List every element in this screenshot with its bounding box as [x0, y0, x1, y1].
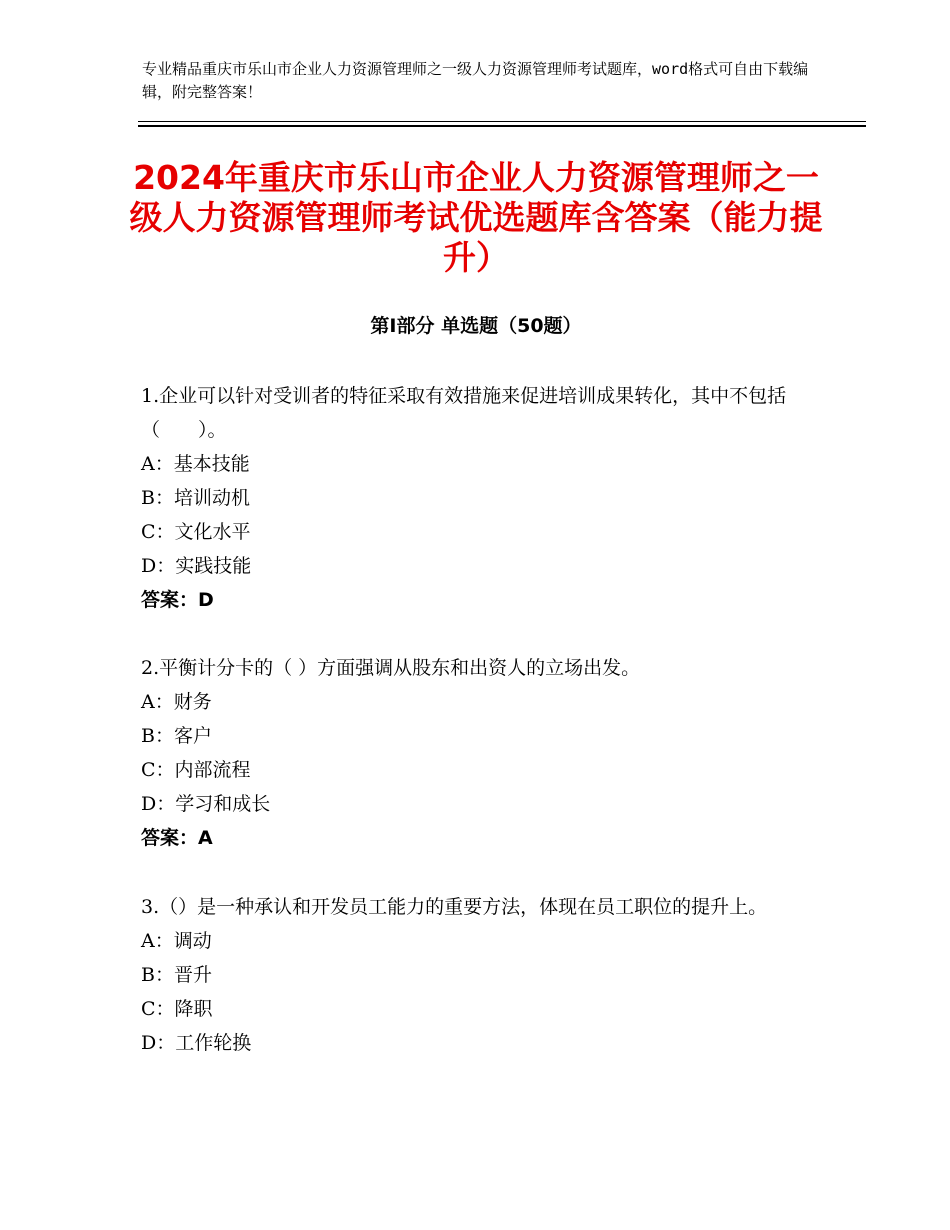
question-stem: 3.（）是一种承认和开发员工能力的重要方法，体现在员工职位的提升上。: [141, 896, 768, 918]
header-note: 专业精品重庆市乐山市企业人力资源管理师之一级人力资源管理师考试题库，word格式可自由下载编辑，附完整答案！: [142, 60, 809, 101]
option-b: B：晋升: [141, 964, 212, 986]
answer: 答案：D: [141, 589, 214, 611]
question-stem: 2.平衡计分卡的（ ）方面强调从股东和出资人的立场出发。: [141, 657, 641, 679]
header-divider-thick: [138, 125, 866, 127]
question-1: [141, 379, 821, 617]
section-title: 第Ⅰ部分 单选题（50题）: [370, 315, 582, 337]
option-b: B：培训动机: [141, 487, 250, 509]
option-a: A：基本技能: [141, 453, 250, 475]
option-d: D：实践技能: [141, 555, 252, 577]
option-c: C：内部流程: [141, 759, 251, 781]
answer: 答案：A: [141, 827, 213, 849]
option-d: D：工作轮换: [141, 1032, 252, 1054]
option-c: C：降职: [141, 998, 213, 1020]
option-c: C：文化水平: [141, 521, 251, 543]
header-divider: [138, 121, 866, 122]
option-d: D：学习和成长: [141, 793, 271, 815]
document-title: 2024年重庆市乐山市企业人力资源管理师之一级人力资源管理师考试优选题库含答案（能力提升）: [129, 158, 823, 277]
question-2: [141, 651, 821, 855]
option-b: B：客户: [141, 725, 212, 747]
question-3: [141, 890, 821, 1060]
question-stem: 1.企业可以针对受训者的特征采取有效措施来促进培训成果转化，其中不包括（ ）。: [141, 385, 787, 441]
option-a: A：调动: [141, 930, 212, 952]
option-a: A：财务: [141, 691, 212, 713]
